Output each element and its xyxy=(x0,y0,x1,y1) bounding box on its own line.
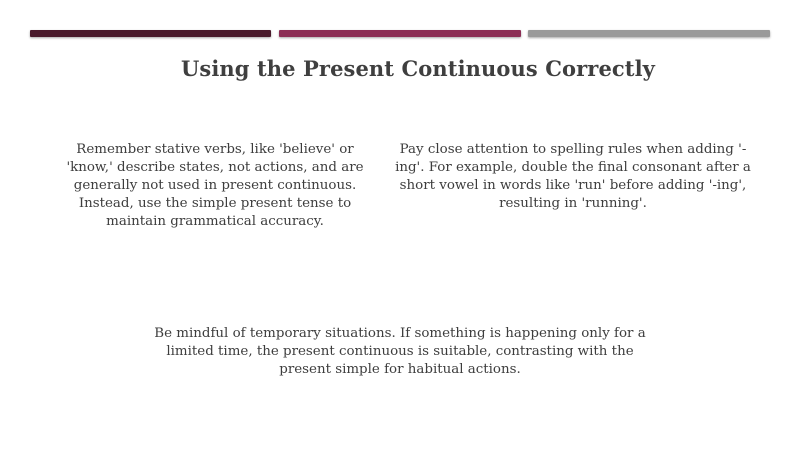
accent-bar-dark xyxy=(30,30,271,37)
paragraph-stative-verbs: Remember stative verbs, like 'believe' or 'know,' describe states, not actions, and are generally not used in present continuous. Instead, use the simple present tense to maintain grammatical accuracy. xyxy=(66,142,364,229)
paragraph-temporary-situations: Be mindful of temporary situations. If something is happening only for a limited time, the present continuous is suitable, contrasting with the present simple for habitual actions. xyxy=(154,326,646,377)
accent-bar-gray xyxy=(528,30,770,37)
paragraph-spelling-rules: Pay close attention to spelling rules when adding '-ing'. For example, double the final consonant after a short vowel in words like 'run' before adding '-ing', resulting in 'running'. xyxy=(395,142,751,211)
slide-title: Using the Present Continuous Correctly xyxy=(181,56,655,81)
accent-bar-magenta xyxy=(279,30,521,37)
